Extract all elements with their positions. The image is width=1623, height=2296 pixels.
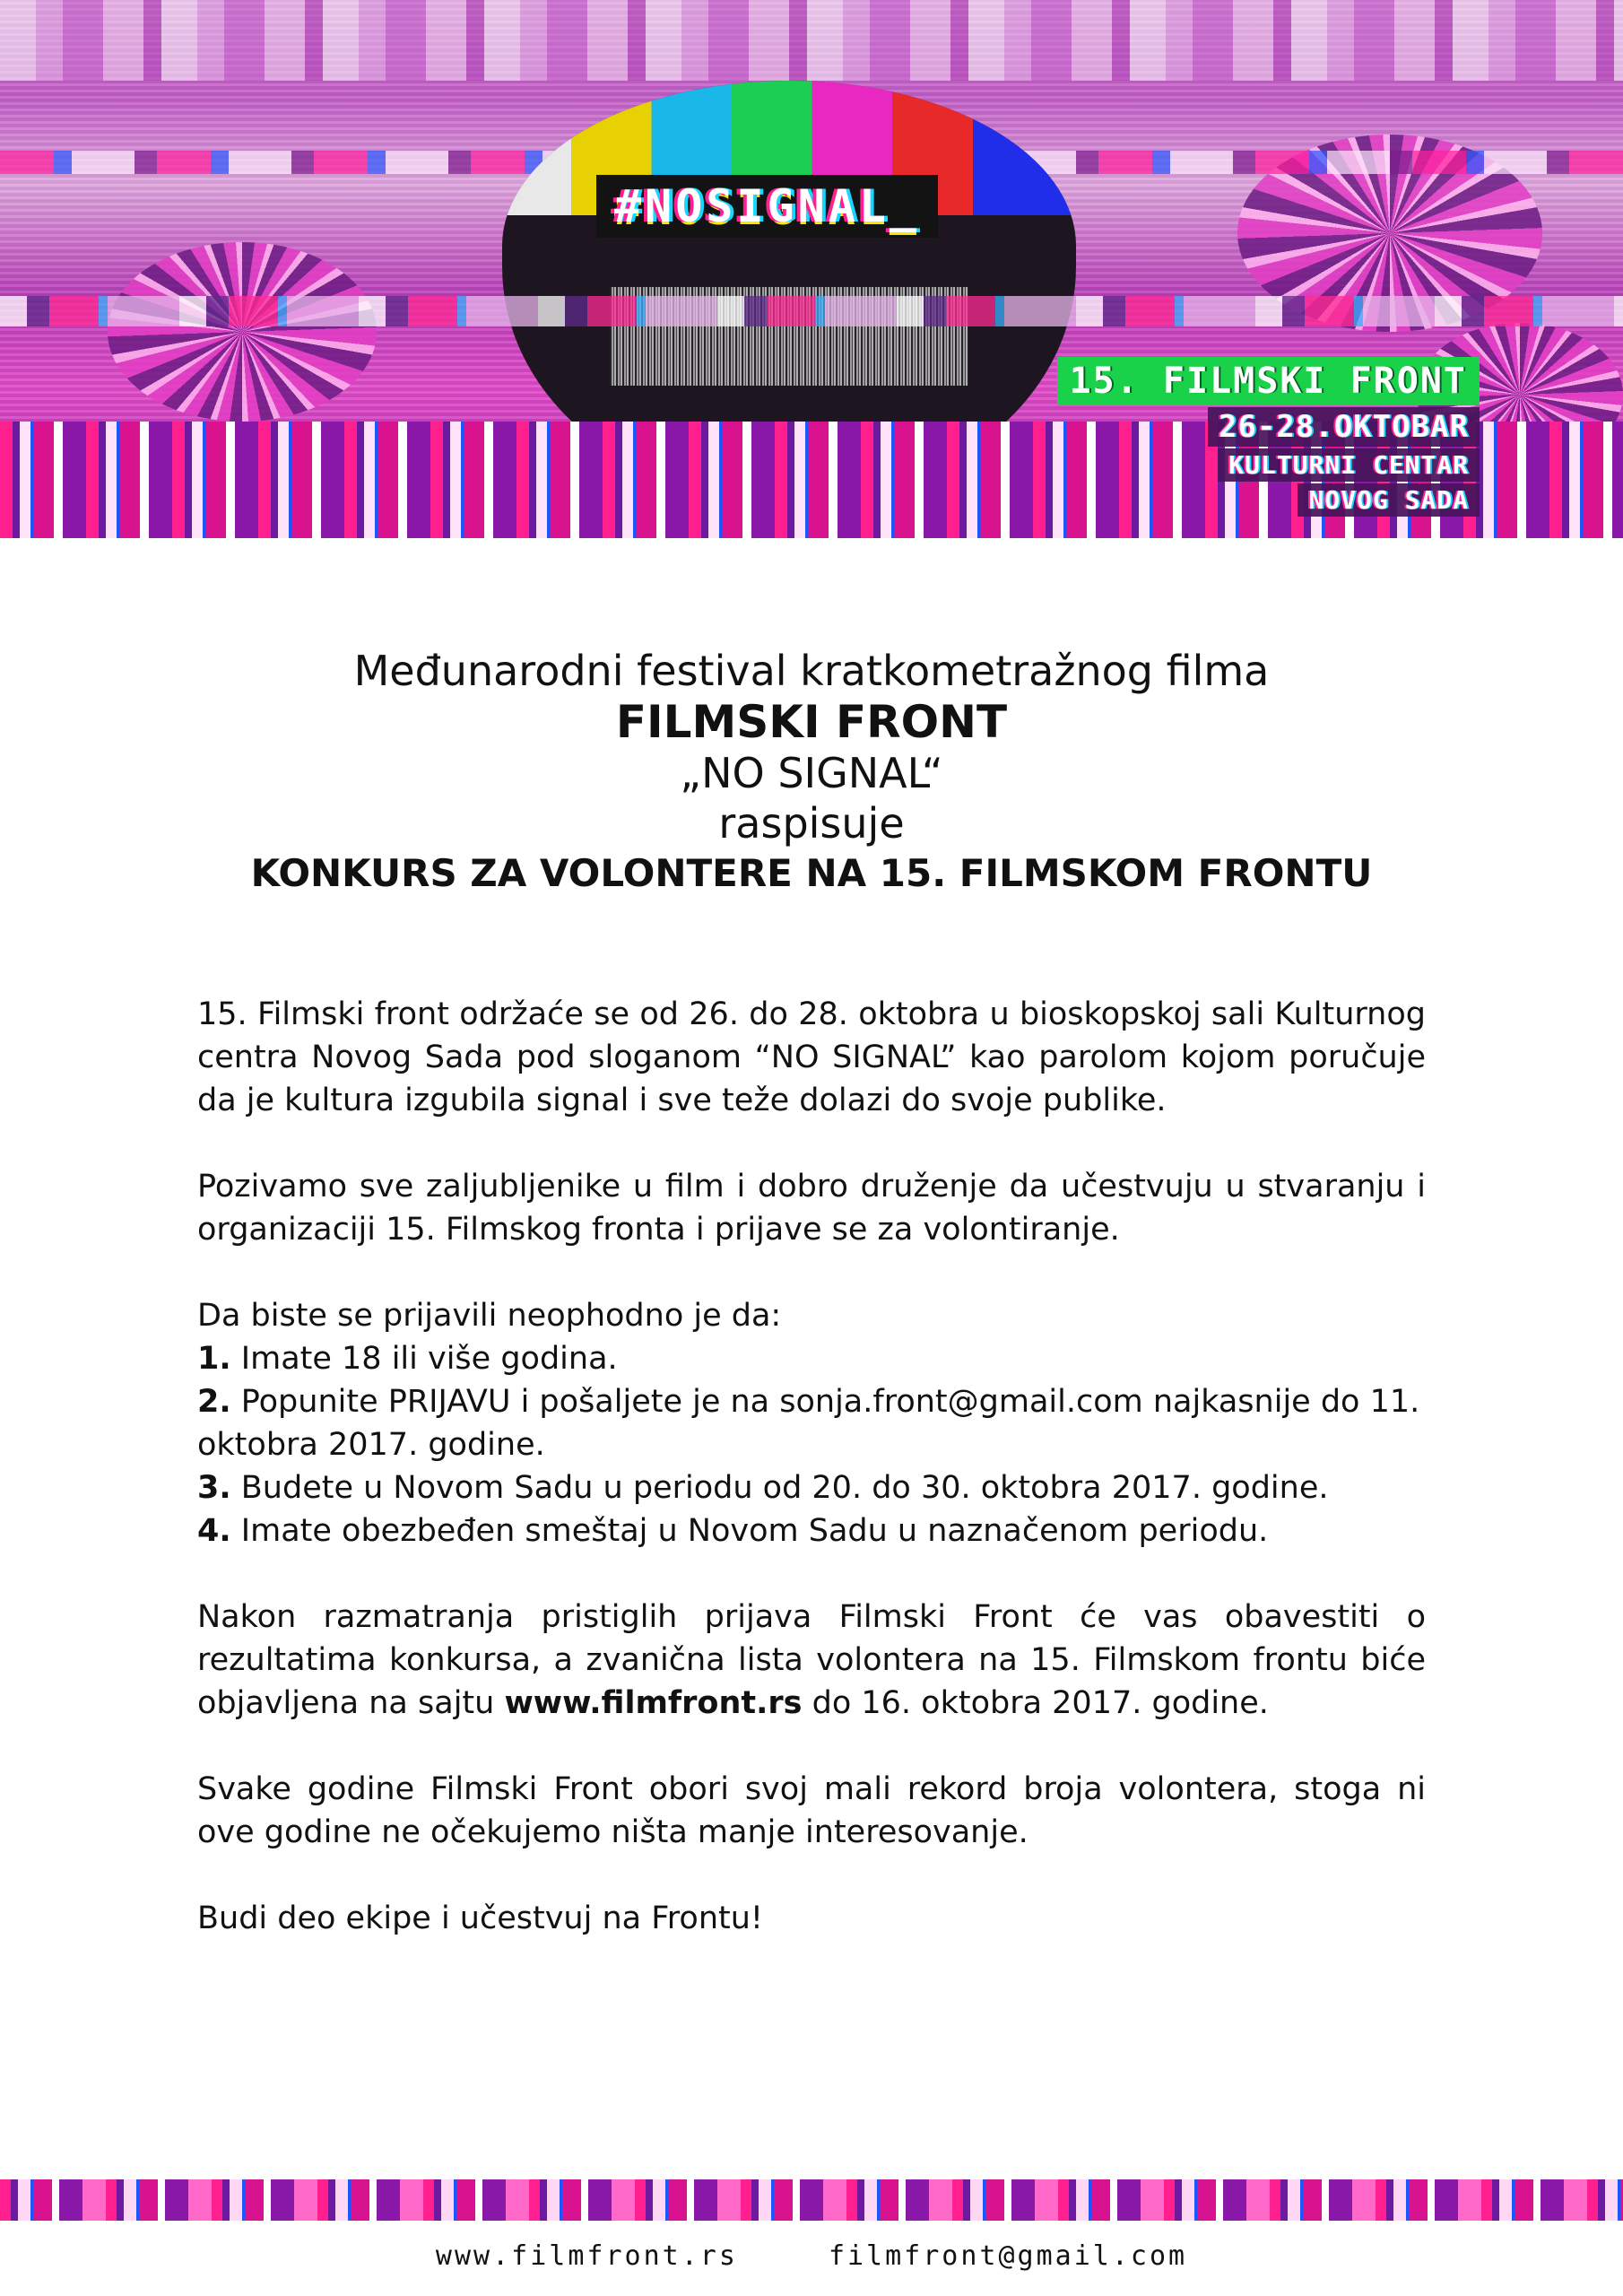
heading-verb: raspisuje [718, 799, 905, 848]
footer-contacts [0, 2240, 1623, 2272]
glitch-footer-strip [0, 2179, 1623, 2221]
list-number: 1. [197, 1341, 231, 1377]
badge-title: 15. FILMSKI FRONT [1057, 357, 1480, 405]
list-text: Popunite PRIJAVU i pošaljete je na sonja.front@gmail.com najkasnije do 11. oktobra 2017. godine. [197, 1384, 1420, 1463]
results-paragraph [197, 1596, 1426, 1725]
festival-slogan: „NO SIGNAL“ [680, 749, 943, 797]
announcement-body [197, 993, 1426, 1983]
festival-description: Međunarodni festival kratkometražnog filma [353, 647, 1270, 695]
closing-paragraph: Budi deo ekipe i učestvuj na Frontu! [197, 1900, 763, 1936]
nosignal-hashtag: #NOSIGNAL_ [596, 175, 938, 238]
festival-badge [1049, 357, 1480, 517]
palm-tree-left [108, 242, 377, 422]
festival-banner [0, 0, 1623, 538]
badge-venue: KULTURNI CENTAR [1218, 448, 1480, 482]
badge-city: NOVOG SADA [1298, 483, 1480, 517]
announcement-heading [0, 646, 1623, 899]
intro-paragraph: 15. Filmski front održaće se od 26. do 28. oktobra u bioskopskoj sali Kulturnog centra Novog Sada pod sloganom “NO SIGNAL” kao parolom kojom poručuje da je kultura izgubila signal i sve teže dolazi do svoje publike. [197, 996, 1426, 1118]
website-link[interactable]: www.filmfront.rs [504, 1685, 803, 1721]
list-text: Budete u Novom Sadu u periodu od 20. do 30. oktobra 2017. godine. [230, 1470, 1329, 1506]
list-number: 2. [197, 1384, 231, 1420]
list-text: Imate 18 ili više godina. [230, 1341, 618, 1377]
requirements-intro: Da biste se prijavili neophodno je da: [197, 1298, 782, 1334]
list-item [197, 1466, 1426, 1509]
list-number: 3. [197, 1470, 231, 1506]
glitch-stripe-middle [0, 296, 1623, 326]
list-item [197, 1509, 1426, 1552]
list-item [197, 1380, 1426, 1466]
badge-dates: 26-28.OKTOBAR [1208, 407, 1480, 447]
glitch-stripe-top [0, 0, 1623, 81]
invitation-paragraph: Pozivamo sve zaljubljenike u film i dobro druženje da učestvuju u stvaranju i organizaciji 15. Filmskog fronta i prijave se za volontiranje. [197, 1169, 1426, 1248]
results-text-start: Nakon razmatranja pristiglih prijava Filmski Front će vas obavestiti o rezultatima konkursa, a zvanična lista volontera na 15. Filmskom frontu biće objavljena na sajtu [197, 1599, 1426, 1721]
requirements-list [197, 1294, 1426, 1552]
list-text: Imate obezbeđen smeštaj u Novom Sadu u naznačenom periodu. [230, 1513, 1269, 1549]
results-text-end: do 16. oktobra 2017. godine. [802, 1685, 1269, 1721]
record-paragraph: Svake godine Filmski Front obori svoj mali rekord broja volontera, stoga ni ove godine ne očekujemo ništa manje interesovanje. [197, 1771, 1426, 1850]
call-title: KONKURS ZA VOLONTERE NA 15. FILMSKOM FRONTU [250, 851, 1373, 895]
festival-name: FILMSKI FRONT [615, 696, 1008, 748]
footer-website[interactable]: www.filmfront.rs [435, 2240, 738, 2272]
footer-email[interactable]: filmfront@gmail.com [828, 2240, 1188, 2272]
list-number: 4. [197, 1513, 231, 1549]
list-item [197, 1337, 1426, 1380]
